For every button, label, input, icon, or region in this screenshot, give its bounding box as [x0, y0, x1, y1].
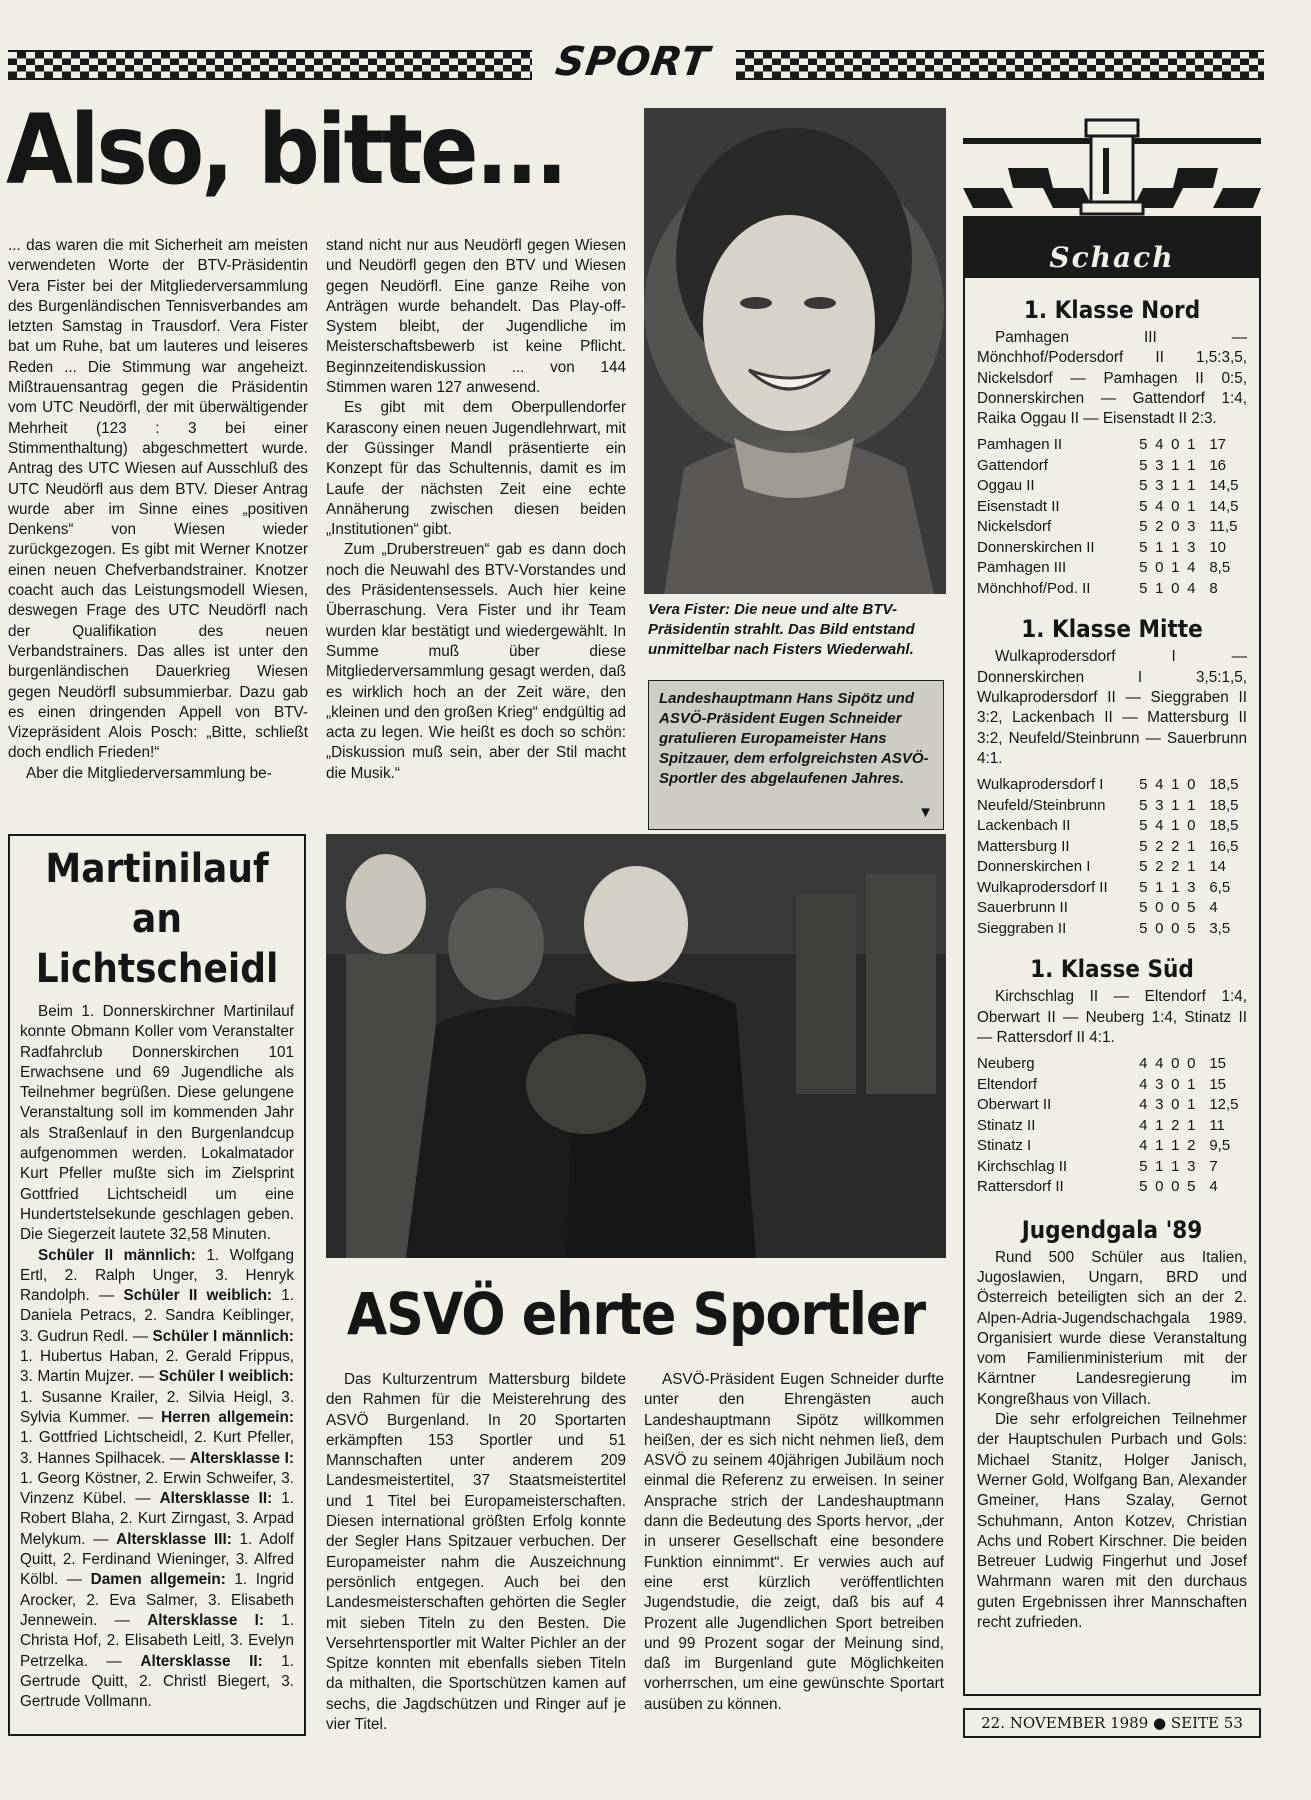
- team-name: Wulkaprodersdorf I: [977, 776, 1104, 794]
- draws: 1: [1171, 776, 1180, 794]
- result-text: 1. Ingrid Arocker, 2. Eva Salmer, 3. Elisabeth Jennewein. —: [20, 1571, 294, 1629]
- losses: 0: [1187, 817, 1196, 835]
- asvo-col1-text: Das Kulturzentrum Mattersburg bildete den Rahmen für die Meisterehrung des ASVÖ Burgenland. In 20 Sportarten erkämpften 153 Sportler und 51 Mannschaften unter anderem 209 Landesmeistertitel, 37 Staatsmeistertitel und 1 Titel bei Europameisterschaften. Diesen international größten Erfolg konnte der Segler Hans Spitzauer verbuchen. Der Europameister nahm die Auszeichnung persönlich entgegen. Auch bei den Landesmeisterschaften gehörten die Segler mit sieben Titeln zu den Besten. Die Versehrtensportler mit Walter Pichler an der Spitze konnten mit ebenfalls sieben Titeln da mithalten, die Sportschützen kamen auf sechs, die Jagdschützen und Ringer auf je vier Titel.: [326, 1371, 626, 1734]
- result-label: Damen allgemein:: [90, 1571, 226, 1589]
- points: 4: [1209, 1178, 1218, 1196]
- draws: 0: [1171, 579, 1180, 597]
- points: 16,5: [1209, 837, 1239, 855]
- wins: 3: [1155, 1075, 1164, 1093]
- result-label: Schüler I weiblich:: [158, 1368, 294, 1386]
- wins: 0: [1155, 1178, 1164, 1196]
- wins: 4: [1155, 817, 1164, 835]
- points: 11: [1209, 1116, 1225, 1134]
- result-label: Altersklasse I:: [189, 1449, 294, 1467]
- martinilauf-title-line2: Lichtscheidl: [35, 946, 279, 992]
- standings-row: [977, 1157, 1247, 1178]
- draws: 1: [1171, 878, 1180, 896]
- team-name: Pamhagen III: [977, 559, 1067, 577]
- standings-row: [977, 878, 1247, 899]
- games: 5: [1139, 1178, 1148, 1196]
- games: 4: [1139, 1075, 1148, 1093]
- wins: 4: [1155, 776, 1164, 794]
- points: 15: [1209, 1055, 1227, 1073]
- standings-row: [977, 476, 1247, 497]
- asvo-col2: [644, 1370, 944, 1715]
- jugendgala-title: Jugendgala '89: [1021, 1215, 1203, 1244]
- wins: 3: [1155, 1096, 1164, 1114]
- result-label: Altersklasse II:: [159, 1490, 273, 1508]
- draws: 0: [1171, 1055, 1180, 1073]
- points: 14,5: [1209, 497, 1239, 515]
- chess-title: Schach: [1049, 241, 1175, 274]
- chess-header: [963, 108, 1261, 278]
- photo2-caption: Landeshauptmann Hans Sipötz und ASVÖ-Präsident Eugen Schneider gratulieren Europameister Hans Spitzauer, dem erfolgreichsten ASVÖ-Sportler des abgelaufenen Jahres.: [659, 690, 929, 787]
- team-name: Stinatz I: [977, 1137, 1032, 1155]
- points: 10: [1209, 538, 1227, 556]
- chess-mitte-results: Wulkaprodersdorf I — Donnerskirchen I 3,5:1,5, Wulkaprodersdorf II — Sieggraben II 3:2, Lackenbach II — Mattersburg II 3:2, Neufeld/Steinbrunn — Sauerbrunn 4:1.: [977, 648, 1247, 767]
- main-article-col2: [326, 236, 626, 784]
- standings-row: [977, 816, 1247, 837]
- losses: 4: [1187, 579, 1196, 597]
- draws: 1: [1171, 817, 1180, 835]
- result-label: Altersklasse I:: [147, 1611, 264, 1629]
- chess-mitte-title: 1. Klasse Mitte: [1021, 615, 1203, 644]
- chess-nord-results: Pamhagen III — Mönchhof/Podersdorf II 1,5:3,5, Nickelsdorf — Pamhagen II 0:5, Donnerskirchen — Gattendorf 1:4, Raika Oggau II — Eisenstadt II 2:3.: [977, 329, 1247, 428]
- standings-row: [977, 837, 1247, 858]
- martinilauf-p1: Beim 1. Donnerskirchner Martinilauf konnte Obmann Koller vom Veranstalter Radfahrclub Donnerskirchen 101 Erwachsene und 69 Jugendliche als Teilnehmer begrüßen. Diese gelungene Veranstaltung soll im kommenden Jahr als Straßenlauf in den Burgenlandcup aufgenommen werden. Lokalmatador Kurt Pfeller mußte sich im Zielsprint Gottfried Lichtscheidl um eine Hundertstelsekunde geschlagen geben. Die Siegerzeit lautete 32,58 Minuten.: [20, 1003, 294, 1244]
- team-name: Sieggraben II: [977, 919, 1067, 937]
- standings-row: [977, 497, 1247, 518]
- photo-asvo-ceremony: [326, 834, 946, 1258]
- wins: 4: [1155, 436, 1164, 454]
- team-name: Oggau II: [977, 477, 1035, 495]
- result-label: Schüler II männlich:: [38, 1246, 196, 1264]
- main-article-col2-p2: Es gibt mit dem Oberpullendorfer Karascony einen neuen Jugendlehrwart, mit der Güssinger Mandl präsentierte ein Konzept für das Schultennis, damit es im Laufe der nächsten Zeit eine echte Annäherung zwischen diesen beiden „Institutionen“ gibt.: [326, 399, 626, 539]
- draws: 1: [1171, 477, 1180, 495]
- draws: 0: [1171, 899, 1180, 917]
- wins: 3: [1155, 477, 1164, 495]
- chess-sued-title: 1. Klasse Süd: [1030, 955, 1194, 984]
- main-article-col1: [8, 236, 308, 784]
- wins: 1: [1155, 538, 1164, 556]
- wins: 2: [1155, 518, 1164, 536]
- ceremony-illustration: [326, 834, 946, 1258]
- games: 5: [1139, 878, 1148, 896]
- team-name: Lackenbach II: [977, 817, 1071, 835]
- result-label: Schüler I männlich:: [152, 1327, 294, 1345]
- points: 9,5: [1209, 1137, 1231, 1155]
- draws: 0: [1171, 1096, 1180, 1114]
- games: 5: [1139, 518, 1148, 536]
- martinilauf-results: [20, 1246, 294, 1713]
- main-headline: Also, bitte...: [6, 94, 566, 206]
- team-name: Nickelsdorf: [977, 518, 1052, 536]
- result-text: 1. Adolf Quitt, 2. Ferdinand Wieninger, 3. Alfred Kölbl. —: [20, 1530, 294, 1589]
- team-name: Neuberg: [977, 1055, 1035, 1073]
- losses: 2: [1187, 1137, 1196, 1155]
- standings-row: [977, 456, 1247, 477]
- martinilauf-title-line1: Martinilauf an: [45, 846, 269, 942]
- chess-nord-table: [977, 435, 1247, 599]
- points: 14: [1209, 858, 1227, 876]
- team-name: Wulkaprodersdorf II: [977, 878, 1108, 896]
- team-name: Rattersdorf II: [977, 1178, 1064, 1196]
- losses: 3: [1187, 518, 1196, 536]
- standings-row: [977, 579, 1247, 600]
- wins: 3: [1155, 456, 1164, 474]
- games: 5: [1139, 559, 1148, 577]
- team-name: Oberwart II: [977, 1096, 1052, 1114]
- photo-vera-fister: [644, 108, 946, 594]
- games: 5: [1139, 796, 1148, 814]
- wins: 1: [1155, 1137, 1164, 1155]
- checker-banner-left: [8, 50, 532, 80]
- draws: 0: [1171, 919, 1180, 937]
- team-name: Gattendorf: [977, 456, 1048, 474]
- points: 8,5: [1209, 559, 1231, 577]
- result-text: 1. Hubertus Haban, 2. Gerald Frippus, 3. Martin Mujzer. —: [20, 1348, 294, 1386]
- martinilauf-body: [20, 1002, 294, 1712]
- wins: 1: [1155, 579, 1164, 597]
- games: 5: [1139, 579, 1148, 597]
- portrait-illustration: [644, 108, 946, 594]
- chess-nord-title: 1. Klasse Nord: [1023, 296, 1201, 324]
- result-text: 1. Wolfgang Ertl, 2. Ralph Unger, 3. Henryk Randolph. —: [20, 1246, 294, 1305]
- standings-row: [977, 1075, 1247, 1096]
- losses: 1: [1187, 1096, 1196, 1114]
- points: 14,5: [1209, 477, 1239, 495]
- draws: 1: [1171, 559, 1180, 577]
- wins: 0: [1155, 559, 1164, 577]
- chess-column: [963, 278, 1261, 1696]
- points: 18,5: [1209, 796, 1239, 814]
- team-name: Eisenstadt II: [977, 497, 1060, 515]
- wins: 4: [1155, 1055, 1164, 1073]
- draws: 0: [1171, 518, 1180, 536]
- games: 5: [1139, 497, 1148, 515]
- games: 5: [1139, 477, 1148, 495]
- result-text: 1. Daniela Petracs, 2. Sandra Keiblinger, 3. Gudrun Redl. —: [20, 1287, 294, 1345]
- losses: 4: [1187, 559, 1196, 577]
- points: 11,5: [1209, 518, 1238, 536]
- games: 5: [1139, 436, 1148, 454]
- wins: 2: [1155, 837, 1164, 855]
- checker-banner-right: [736, 50, 1264, 80]
- points: 15: [1209, 1075, 1227, 1093]
- standings-row: [977, 558, 1247, 579]
- games: 5: [1139, 776, 1148, 794]
- wins: 0: [1155, 919, 1164, 937]
- games: 5: [1139, 899, 1148, 917]
- points: 16: [1209, 456, 1227, 474]
- draws: 2: [1171, 837, 1180, 855]
- losses: 1: [1187, 436, 1196, 454]
- games: 4: [1139, 1116, 1148, 1134]
- main-article-col2-p1: stand nicht nur aus Neudörfl gegen Wiesen und Neudörfl gegen den BTV und Wiesen gegen Neudörfl. Eine ganze Reihe von Anträgen wurde behandelt. Das Play-off-System bleibt, der Jugendliche im Meisterschaftsbewerb ist keine Pflicht. Beginnzeitendiskussion ... von 144 Stimmen waren 127 anwesend.: [326, 237, 626, 397]
- team-name: Neufeld/Steinbrunn: [977, 796, 1106, 814]
- losses: 3: [1187, 1157, 1196, 1175]
- wins: 1: [1155, 1157, 1164, 1175]
- result-text: 1. Gottfried Lichtscheidl, 2. Kurt Pfeller, 3. Hannes Spilhacek. —: [20, 1429, 294, 1467]
- draws: 1: [1171, 1157, 1180, 1175]
- standings-row: [977, 796, 1247, 817]
- losses: 1: [1187, 497, 1196, 515]
- standings-row: [977, 1136, 1247, 1157]
- chess-sued-table: [977, 1054, 1247, 1198]
- wins: 1: [1155, 1116, 1164, 1134]
- games: 4: [1139, 1055, 1148, 1073]
- draws: 1: [1171, 1137, 1180, 1155]
- standings-row: [977, 538, 1247, 559]
- points: 18,5: [1209, 776, 1239, 794]
- points: 3,5: [1209, 919, 1231, 937]
- team-name: Donnerskirchen II: [977, 538, 1095, 556]
- points: 12,5: [1209, 1096, 1239, 1114]
- asvo-headline: ASVÖ ehrte Sportler: [346, 1280, 926, 1348]
- points: 18,5: [1209, 817, 1239, 835]
- draws: 0: [1171, 497, 1180, 515]
- points: 7: [1209, 1157, 1218, 1175]
- losses: 1: [1187, 837, 1196, 855]
- jugendgala-p1: Rund 500 Schüler aus Italien, Jugoslawien, Ungarn, BRD und Österreich beteiligten sich an der 2. Alpen-Adria-Jugendschachgala 1989. Organisiert wurde diese Veranstaltung vom Familienministerium mit der Kärntner Landesregierung im Kongreßhaus von Villach.: [977, 1248, 1247, 1408]
- asvo-col1: [326, 1370, 626, 1735]
- standings-row: [977, 1095, 1247, 1116]
- draws: 0: [1171, 1075, 1180, 1093]
- down-arrow-icon: ▼: [918, 804, 933, 821]
- wins: 2: [1155, 858, 1164, 876]
- losses: 1: [1187, 477, 1196, 495]
- games: 5: [1139, 1157, 1148, 1175]
- result-label: Altersklasse II:: [140, 1652, 263, 1670]
- draws: 2: [1171, 1116, 1180, 1134]
- losses: 0: [1187, 776, 1196, 794]
- team-name: Pamhagen II: [977, 436, 1063, 454]
- losses: 3: [1187, 538, 1196, 556]
- asvo-col2-text: ASVÖ-Präsident Eugen Schneider durfte unter den Ehrengästen auch Landeshauptmann Sipötz willkommen heißen, der es sich nicht nehmen ließ, dem ASVÖ zu seinem 40jährigen Jubiläum noch einmal die Referenz zu erweisen. In seiner Ansprache strich der Landeshauptmann dann die Bedeutung des Sports hervor, „der in unserer Gesellschaft eine besondere Funktion einnimmt“. Er verwies auch auf eine erst kürzlich veröffentlichten Jugendstudie, die zeigt, daß bis auf 4 Prozent alle Jugendlichen Sport betreiben und 99 Prozent sogar der Meinung sind, daß im Burgenland gute Möglichkeiten vorherrschen, um eine gewünschte Sportart ausüben zu können.: [644, 1371, 944, 1713]
- points: 4: [1209, 899, 1218, 917]
- games: 4: [1139, 1137, 1148, 1155]
- result-label: Schüler II weiblich:: [123, 1287, 273, 1305]
- team-name: Mattersburg II: [977, 837, 1070, 855]
- standings-row: [977, 1054, 1247, 1075]
- draws: 1: [1171, 538, 1180, 556]
- result-text: 1. Georg Köstner, 2. Erwin Schweifer, 3. Vinzenz Kübel. —: [20, 1469, 294, 1508]
- jugendgala-body: [977, 1248, 1247, 1634]
- games: 5: [1139, 837, 1148, 855]
- draws: 0: [1171, 1178, 1180, 1196]
- draws: 0: [1171, 436, 1180, 454]
- standings-row: [977, 1177, 1247, 1198]
- result-text: 1. Christa Hof, 2. Elisabeth Leitl, 3. Evelyn Petrzelka. —: [20, 1611, 295, 1670]
- chess-sued-results: Kirchschlag II — Eltendorf 1:4, Oberwart II — Neuberg 1:4, Stinatz II — Rattersdorf II 4:1.: [977, 988, 1247, 1046]
- wins: 4: [1155, 497, 1164, 515]
- losses: 1: [1187, 1116, 1196, 1134]
- photo2-caption-box: [648, 680, 944, 830]
- losses: 0: [1187, 1055, 1196, 1073]
- points: 8: [1209, 579, 1218, 597]
- points: 17: [1209, 436, 1227, 454]
- games: 5: [1139, 456, 1148, 474]
- losses: 1: [1187, 796, 1196, 814]
- games: 5: [1139, 858, 1148, 876]
- team-name: Mönchhof/Pod. II: [977, 579, 1091, 597]
- standings-row: [977, 898, 1247, 919]
- games: 5: [1139, 538, 1148, 556]
- standings-row: [977, 435, 1247, 456]
- team-name: Eltendorf: [977, 1075, 1038, 1093]
- jugendgala-p2: Die sehr erfolgreichen Teilnehmer der Hauptschulen Purbach und Gols: Michael Stanitz, Holger Janisch, Werner Gold, Wolfgang Ban, Alexander Gmeiner, Hans Szalay, Gernot Schuhmann, Anton Kotzev, Christian Achs und Robert Kirschner. Die beiden Betreuer Ludwig Fingerhut und Josef Wahrmann waren mit den durchaus guten Ergebnissen ihrer Mannschaften recht zufrieden.: [977, 1411, 1247, 1631]
- draws: 1: [1171, 456, 1180, 474]
- draws: 2: [1171, 858, 1180, 876]
- standings-row: [977, 517, 1247, 538]
- games: 5: [1139, 919, 1148, 937]
- chess-mitte-table: [977, 775, 1247, 939]
- standings-row: [977, 775, 1247, 796]
- wins: 1: [1155, 878, 1164, 896]
- games: 4: [1139, 1096, 1148, 1114]
- losses: 1: [1187, 858, 1196, 876]
- team-name: Donnerskirchen I: [977, 858, 1091, 876]
- martinilauf-box: [8, 834, 306, 1736]
- losses: 5: [1187, 919, 1196, 937]
- standings-row: [977, 857, 1247, 878]
- wins: 3: [1155, 796, 1164, 814]
- result-text: 1. Gertrude Quitt, 2. Christl Biegert, 3. Gertrude Vollmann.: [20, 1652, 295, 1711]
- wins: 0: [1155, 899, 1164, 917]
- team-name: Sauerbrunn II: [977, 899, 1068, 917]
- losses: 5: [1187, 899, 1196, 917]
- standings-row: [977, 919, 1247, 940]
- section-title: SPORT: [552, 39, 713, 85]
- standings-row: [977, 1116, 1247, 1137]
- games: 5: [1139, 817, 1148, 835]
- team-name: Stinatz II: [977, 1116, 1036, 1134]
- losses: 5: [1187, 1178, 1196, 1196]
- main-article-col1-p1: ... das waren die mit Sicherheit am meisten verwendeten Worte der BTV-Präsidentin Vera Fister bei der Mitgliederversammlung des Burgenländischen Tennisverbandes am letzten Samstag in Trausdorf. Vera Fister bat um Ruhe, bat um lauteres und leiseres Reden ... Die Stimmung war angeheizt. Mißtrauensantrag gegen die Präsidentin vom UTC Neudörfl, der mit überwältigender Mehrheit (123 : 3 bei einer Stimmenthaltung) abgeschmettert wurde. Antrag des UTC Wiesen auf Ausschluß des UTC Neudörfl aus dem BTV. Dieser Antrag wurde aber im Sinne eines „positiven Denkens“ von Wiesen wieder zurückgezogen. Es gibt mit Werner Knotzer einen neuen Chefverbandstrainer. Knotzer coacht auch das Leistungsmodell Wiesen, deswegen Frage des UTC Neudörfl nach der Qualifikation des neuen Verbandstrainers. Das alles ist unter den burgenländischen Dauerkrieg Wiesen gegen Neudörfl subsummierbar. Dazu gab es einen dringenden Appell von BTV-Vizepräsident Alois Posch: „Bitte, schließt doch endlich Frieden!“: [8, 237, 308, 762]
- result-label: Herren allgemein:: [161, 1408, 294, 1426]
- losses: 3: [1187, 878, 1196, 896]
- page-footer: 22. NOVEMBER 1989 ● SEITE 53: [963, 1708, 1261, 1738]
- losses: 1: [1187, 456, 1196, 474]
- result-label: Altersklasse III:: [116, 1530, 232, 1548]
- result-text: 1. Robert Blaha, 2. Kurt Zirngast, 3. Arpad Melykum. —: [20, 1490, 294, 1548]
- draws: 1: [1171, 796, 1180, 814]
- main-article-col1-p2: Aber die Mitgliederversammlung be-: [26, 764, 272, 782]
- photo1-caption: Vera Fister: Die neue und alte BTV-Präsidentin strahlt. Das Bild entstand unmittelbar nach Fisters Wiederwahl.: [648, 601, 915, 658]
- points: 6,5: [1209, 878, 1231, 896]
- result-text: 1. Susanne Krailer, 2. Silvia Heigl, 3. Sylvia Kummer. —: [20, 1388, 294, 1426]
- main-article-col2-p3: Zum „Druberstreuen“ gab es dann doch noch die Neuwahl des BTV-Vorstandes und des Präsidentensessels. Auch hier keine Überraschung. Vera Fister und ihr Team wurden klar bestätigt und wiedergewählt. In Summe muß über diese Mitgliederversammlung gesagt werden, daß es wirklich hoch an der Zeit wäre, den „kleinen und den großen Krieg“ endgültig ad acta zu legen. Wie heißt es doch so schön: „Diskussion muß sein, aber der Stil macht die Musik.“: [326, 541, 626, 782]
- team-name: Kirchschlag II: [977, 1157, 1068, 1175]
- losses: 1: [1187, 1075, 1196, 1093]
